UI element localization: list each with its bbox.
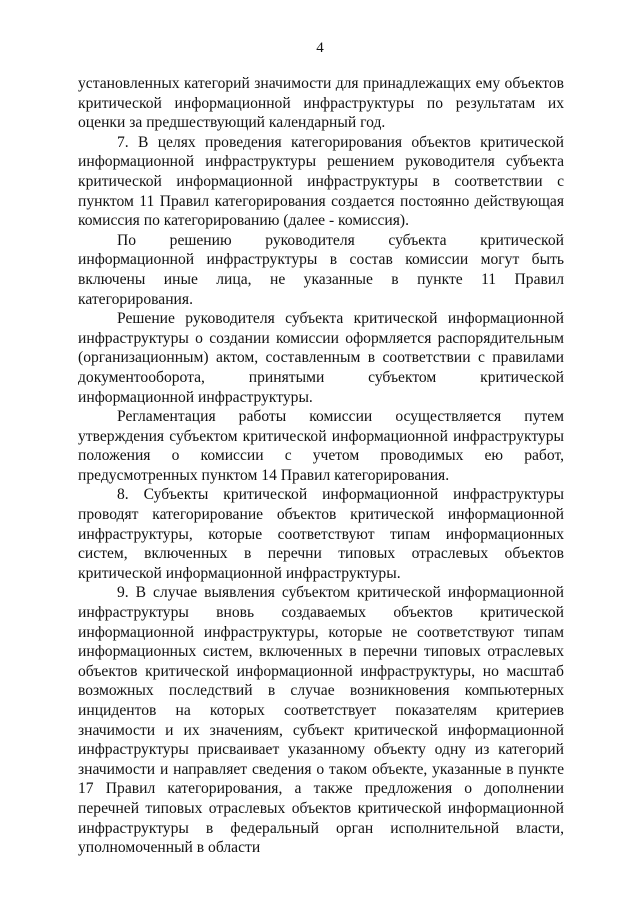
paragraph-item-8: 8. Субъекты критической информационной инфраструктуры проводят категорирование объектов критической информационной инфраструктуры, которые соответствуют типам информационных систем, включенных в перечни типовых отраслевых объектов критической информационной инфраструктуры. — [78, 486, 564, 582]
paragraph-commission-members: По решению руководителя субъекта критической информационной инфраструктуры в состав комиссии могут быть включены иные лица, не указанные в пункте 11 Правил категорирования. — [78, 231, 564, 308]
paragraph-commission-decision: Решение руководителя субъекта критической информационной инфраструктуры о создании комиссии оформляется распорядительным (организационным) актом, составленным в соответствии с правилами документооборота, принятыми субъектом критической информационной инфраструктуры. — [78, 310, 564, 406]
page-number: 4 — [316, 40, 324, 56]
paragraph-item-9: 9. В случае выявления субъектом критической информационной инфраструктуры вновь создаваемых объектов критической информационной инфраструктуры, которые не соответствуют типам информационных систем, включенных в перечни типовых отраслевых объектов критической информационной инфраструктуры, но масштаб возможных последствий в случае возникновения компьютерных инцидентов на которых соответствует показателям критериев значимости и их значениям, субъект критической информационной инфраструктуры присваивает указанному объекту одну из категорий значимости и направляет сведения о таком объекте, указанные в пункте 17 Правил категорирования, а также предложения о дополнении перечней типовых отраслевых объектов критической информационной инфраструктуры в федеральный орган исполнительной власти, уполномоченный в области — [78, 584, 564, 857]
paragraph-commission-regulation: Регламентация работы комиссии осуществляется путем утверждения субъектом критической информационной инфраструктуры положения о комиссии с учетом проводимых ею работ, предусмотренных пунктом 14 Правил категорирования. — [78, 408, 564, 484]
paragraph-item-7: 7. В целях проведения категорирования объектов критической информационной инфраструктуры решением руководителя субъекта критической информационной инфраструктуры в соответствии с пунктом 11 Правил категорирования создается постоянно действующая комиссия по категорированию (далее - комиссия). — [78, 133, 564, 230]
paragraph-continuation: установленных категорий значимости для принадлежащих ему объектов критической информационной инфраструктуры по результатам их оценки за предшествующий календарный год. — [78, 75, 564, 132]
document-body — [78, 74, 564, 858]
